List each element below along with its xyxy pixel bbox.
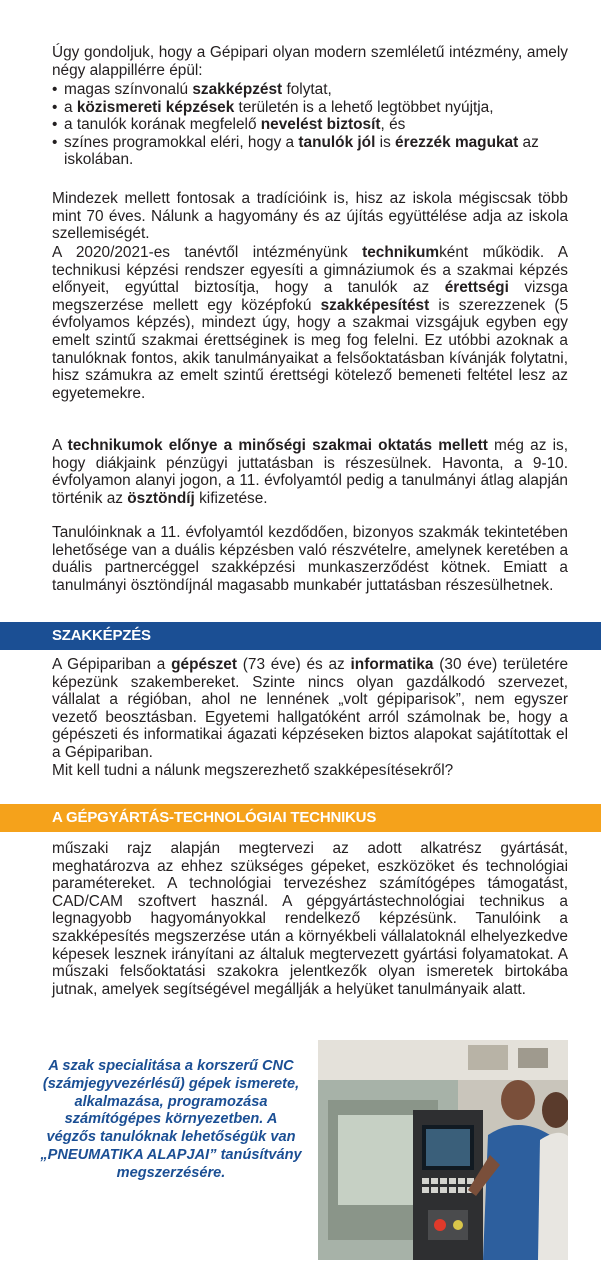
list-item: • magas színvonalú szakképzést folytat, [52, 81, 568, 99]
list-item: • a tanulók korának megfelelő nevelést biztosít, és [52, 116, 568, 134]
intro-paragraph: Úgy gondoljuk, hogy a Gépipari olyan modern szemléletű intézmény, amely négy alappillérre épül: [52, 44, 568, 79]
pillar-list [52, 81, 568, 169]
cnc-photo-illustration [318, 1040, 568, 1260]
technikum-paragraph: A 2020/2021-es tanévtől intézményünk technikumként működik. A technikusi képzési rendszer egyesíti a gimnáziumok és a szakmai képzés előnyeit, egyúttal biztosítja, hogy a tanulók az érettségi vizsga megszerzése mellett egy középfokú szakképesítést is szerezzenek (5 évfolyamos képzés), mindezt úgy, hogy a szakmai vizsgájuk egyben egy emelt szintű szakmai érettséginek is meg fog felelni. Ez utóbbi azoknak a tanulóknak fontos, akik tanulmányaikat a felsőoktatásban kívánják folytatni, hisz számukra az emelt szintű érettségi kötelező bemeneti feltétel lesz az egyetemekre. [52, 244, 569, 402]
tradition-paragraph: Mindezek mellett fontosak a tradícióink is, hisz az iskola mégiscsak több mint 70 éves. Nálunk a hagyomány és az újítás együttélése adja az iskola szellemiségét. [52, 190, 568, 243]
section-heading-technikus: A GÉPGYÁRTÁS-TECHNOLÓGIAI TECHNIKUS [0, 804, 601, 832]
cnc-machine-photo [318, 1040, 568, 1260]
scholarship-paragraph: A technikumok előnye a minőségi szakmai oktatás mellett még az is, hogy diákjaink pénzügyi juttatásban is részesülnek. Havonta, a 9-10. évfolyamon alanyi jogon, a 11. évfolyamtól pedig a tanulmányi átlag alapján történik az ösztöndíj kifizetése. [52, 437, 568, 507]
dual-training-paragraph: Tanulóinknak a 11. évfolyamtól kezdődően, bizonyos szakmák tekintetében lehetősége van a duális képzésben való részvételre, amelynek keretében a duális partnercéggel szakképzési munkaszerződést kötnek. Emiatt a tanulmányi ösztöndíjnál magasabb munkabér juttatásban részesülhetnek. [52, 524, 568, 594]
specialty-quote: A szak specialitása a korszerű CNC (számjegyvezérlésű) gépek ismerete, alkalmazása, programozása számítógépes környezetben. A végzős tanulóknak lehetőségük van „PNEUMATIKA ALAPJAI” tanúsítvány megszerzésére. [40, 1058, 302, 1181]
szakkepzes-paragraph: A Gépipariban a gépészet (73 éve) és az informatika (30 éve) területére képezünk szakembereket. Szinte nincs olyan gazdálkodó szervezet, vállalat a régióban, ahol ne lennének „volt gépiparisok”, nem egyszer vezető beosztásban. Egyetemi hallgatóként arról számolnak be, hogy a gépészeti és informatikai ágazati képzéseken biztos alapokat sajátítottak el a Gépipariban. Mit kell tudni a nálunk megszerezhető szakképesítésekről? [52, 656, 568, 779]
section-heading-szakkepzes: SZAKKÉPZÉS [0, 622, 601, 650]
technikus-paragraph: műszaki rajz alapján megtervezi az adott alkatrész gyártását, meghatározva az ehhez szükséges gépeket, eszközöket és technológiai paramétereket. A technológiai tervezéshez számítógépes támogatást, CAD/CAM szoftvert használ. A gépgyártástechnológiai technikus a legnagyobb hagyományokkal rendelkező képzésünk. Tanulóink a szakképesítés megszerzése után a környékbeli vállalatoknál elhelyezkedve képesek lesznek irányítani az általuk megtervezett gyártási folyamatokat. A műszaki felsőoktatási szakokra jelentkezők olyan ismeretek birtokába jutnak, amelyek segítségével megállják a helyüket tanulmányaik alatt. [52, 840, 568, 998]
list-item: • a közismereti képzések területén is a lehető legtöbbet nyújtja, [52, 99, 568, 117]
list-item: • színes programokkal eléri, hogy a tanulók jól is érezzék magukat az iskolában. [52, 134, 568, 169]
